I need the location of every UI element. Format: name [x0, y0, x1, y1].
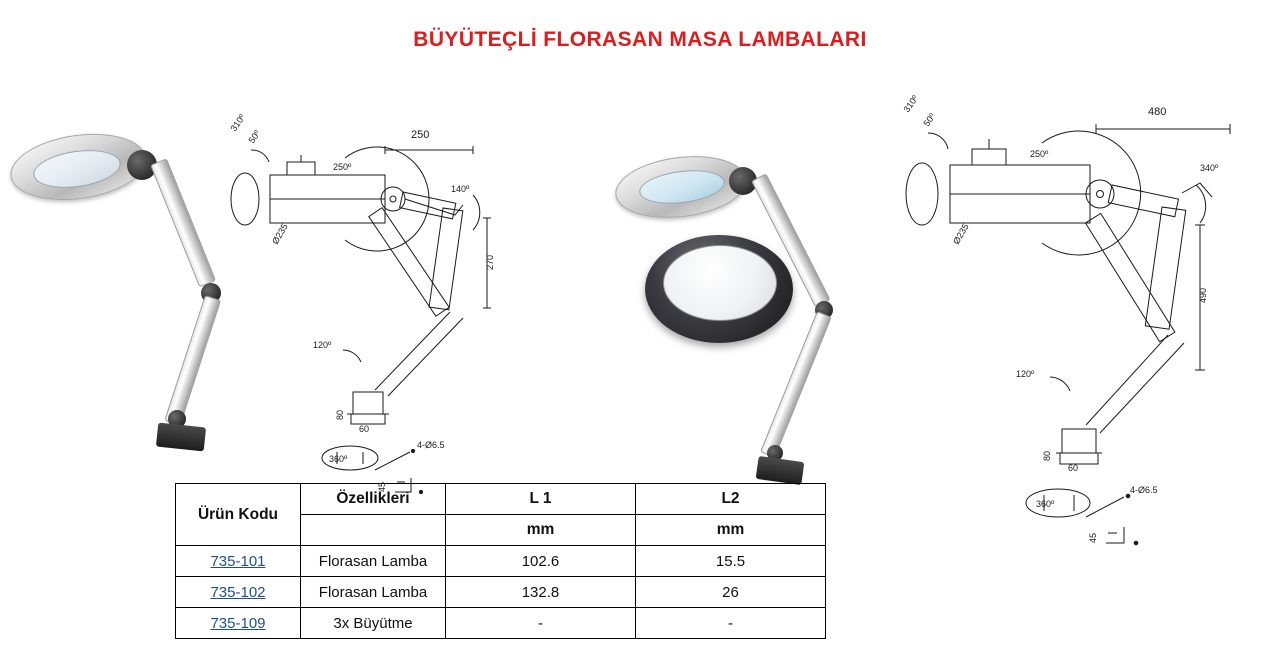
dim-angle-small: 50º — [246, 128, 263, 146]
dim-diameter: Ø235 — [270, 221, 290, 246]
product-code-link[interactable]: 735-109 — [210, 614, 266, 632]
product-code-cell — [176, 546, 301, 577]
feature-cell: 3x Büyütme — [301, 608, 446, 639]
dim-vertical: 490 — [1198, 287, 1208, 303]
header-l2: L2 — [636, 484, 826, 515]
dim-angle-base: 360º — [329, 454, 348, 464]
table-header-row — [176, 484, 826, 515]
table-row — [176, 608, 826, 639]
dim-angle-left: 250º — [333, 162, 352, 172]
dim-length-top: 480 — [1148, 106, 1167, 118]
magnifier-lamp-photo-left — [5, 125, 245, 485]
dim-base-width: 60 — [359, 424, 370, 434]
dim-angle-top: 310º — [901, 93, 921, 115]
feature-cell: Florasan Lamba — [301, 546, 446, 577]
header-features: Özellikleri — [301, 484, 446, 515]
spec-table-container — [175, 483, 825, 639]
unit-l2: mm — [636, 515, 826, 546]
dim-angle-small: 50º — [921, 111, 938, 129]
dim-diameter: Ø235 — [951, 221, 971, 246]
page-title: BÜYÜTEÇLİ FLORASAN MASA LAMBALARI — [413, 28, 867, 51]
dim-angle-lower: 120º — [1016, 369, 1035, 379]
technical-drawing-large — [900, 85, 1260, 565]
l2-cell: 15.5 — [636, 546, 826, 577]
magnifier-lens-photo — [645, 225, 795, 355]
l1-cell: - — [446, 608, 636, 639]
l2-cell: 26 — [636, 577, 826, 608]
dim-angle-lower: 120º — [313, 340, 332, 350]
unit-l1: mm — [446, 515, 636, 546]
dim-angle-left: 250º — [1030, 149, 1049, 159]
dim-angle-right: 340º — [1200, 163, 1219, 173]
dim-angle-base: 360º — [1036, 499, 1055, 509]
dim-square: 45 — [377, 481, 387, 492]
table-row — [176, 577, 826, 608]
dim-angle-top: 310º — [228, 112, 248, 134]
dim-height: 80 — [1042, 450, 1052, 461]
feature-cell: Florasan Lamba — [301, 577, 446, 608]
product-code-cell — [176, 577, 301, 608]
header-code: Ürün Kodu — [176, 484, 301, 546]
unit-features-blank — [301, 515, 446, 546]
dim-length-top: 250 — [411, 129, 430, 141]
dim-vertical: 270 — [485, 254, 495, 270]
product-code-link[interactable]: 735-101 — [210, 552, 266, 570]
dim-height: 80 — [335, 409, 345, 420]
technical-drawing-small — [225, 100, 525, 520]
dim-holes: 4-Ø6.5 — [417, 440, 445, 450]
l1-cell: 132.8 — [446, 577, 636, 608]
l1-cell: 102.6 — [446, 546, 636, 577]
dim-holes: 4-Ø6.5 — [1130, 485, 1158, 495]
dim-square: 45 — [1088, 532, 1098, 543]
product-code-link[interactable]: 735-102 — [210, 583, 266, 601]
product-code-cell — [176, 608, 301, 639]
dim-base-width: 60 — [1068, 463, 1079, 473]
dim-angle-right: 140º — [451, 184, 470, 194]
spec-table — [175, 483, 826, 639]
table-row — [176, 546, 826, 577]
l2-cell: - — [636, 608, 826, 639]
header-l1: L 1 — [446, 484, 636, 515]
